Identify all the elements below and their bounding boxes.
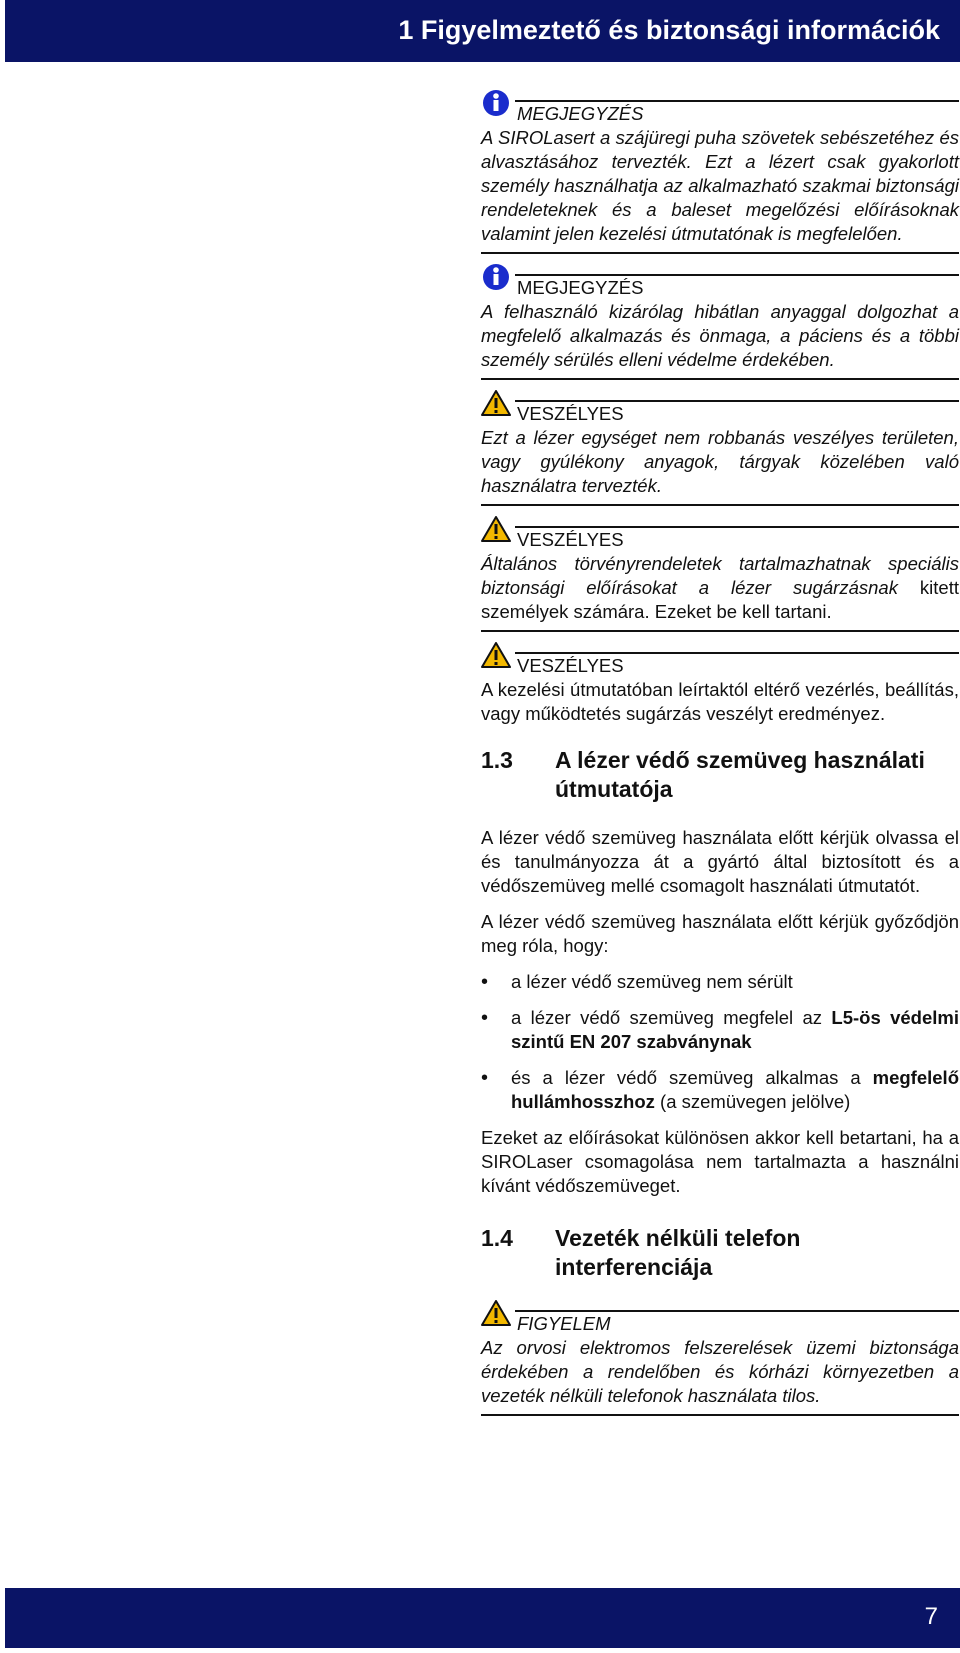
list-item-emphasis: megfelelő hullámhosszhoz — [511, 1067, 959, 1112]
note-heading — [481, 528, 959, 552]
info-icon — [481, 88, 511, 118]
note-bottom-rule — [481, 630, 959, 632]
section-number: 1.4 — [481, 1225, 513, 1251]
note-body-rest: kitett személyek számára. Ezeket be kell tartani. — [481, 577, 959, 622]
note-title: VESZÉLYES — [517, 403, 624, 424]
note-body — [481, 552, 959, 624]
note-body: Az orvosi elektromos felszerelések üzemi biztonsága érdekében a rendelőben és kórházi környezetben a vezeték nélküli telefonok használata tilos. — [481, 1337, 959, 1406]
note-bottom-rule — [481, 378, 959, 380]
paragraph: A lézer védő szemüveg használata előtt kérjük olvassa el és tanulmányozza át a gyártó által biztosított és a védőszemüveg mellé csomagolt használati útmutatót. — [481, 827, 959, 896]
warning-box — [481, 526, 959, 632]
list-item-text: a lézer védő szemüveg nem sérült — [511, 971, 793, 992]
note-box — [481, 100, 959, 254]
page-title: 1 Figyelmeztető és biztonsági információk — [398, 15, 940, 45]
warning-icon — [481, 514, 511, 544]
note-body: A kezelési útmutatóban leírtaktól eltérő vezérlés, beállítás, vagy működtetés sugárzás veszélyt eredményez. — [481, 679, 959, 724]
page-footer — [5, 1588, 960, 1648]
note-heading — [481, 402, 959, 426]
paragraph: A lézer védő szemüveg használata előtt kérjük győződjön meg róla, hogy: — [481, 911, 959, 956]
note-heading — [481, 1312, 959, 1336]
section-number: 1.3 — [481, 747, 513, 773]
page-header — [5, 0, 960, 62]
warning-box — [481, 652, 959, 726]
warning-box — [481, 400, 959, 506]
list-item — [481, 1066, 959, 1114]
page-number: 7 — [924, 1603, 938, 1630]
note-title: MEGJEGYZÉS — [517, 103, 644, 124]
paragraph: Ezeket az előírásokat különösen akkor kell betartani, ha a SIROLaser csomagolása nem tartalmazta a használni kívánt védőszemüveget. — [481, 1127, 959, 1196]
note-bottom-rule — [481, 252, 959, 254]
bullet-list — [481, 970, 959, 1114]
note-title: MEGJEGYZÉS — [517, 277, 644, 298]
caution-box — [481, 1310, 959, 1416]
list-item-text: (a szemüvegen jelölve) — [654, 1091, 851, 1112]
note-bottom-rule — [481, 504, 959, 506]
list-item-text: és a lézer védő szemüveg alkalmas a — [511, 1067, 873, 1088]
section-heading — [481, 1224, 959, 1282]
list-item-emphasis: L5-ös védelmi szintű EN 207 szabványnak — [511, 1007, 959, 1052]
note-body: A felhasználó kizárólag hibátlan anyaggal dolgozhat a megfelelő alkalmazás és önmaga, a páciens és a többi személy sérülés elleni védelme érdekében. — [481, 301, 959, 370]
note-title: VESZÉLYES — [517, 529, 624, 550]
note-heading — [481, 276, 959, 300]
note-title: VESZÉLYES — [517, 655, 624, 676]
warning-icon — [481, 1298, 511, 1328]
list-item-text: a lézer védő szemüveg megfelel az — [511, 1007, 832, 1028]
note-bottom-rule — [481, 1414, 959, 1416]
section-title: Vezeték nélküli telefon interferenciája — [555, 1225, 801, 1280]
info-icon — [481, 262, 511, 292]
main-content — [481, 100, 959, 1436]
note-body: Ezt a lézer egységet nem robbanás veszélyes területen, vagy gyúlékony anyagok, tárgyak közelében való használatra tervezték. — [481, 427, 959, 496]
note-box — [481, 274, 959, 380]
list-item — [481, 1006, 959, 1054]
section-title: A lézer védő szemüveg használati útmutatója — [555, 747, 925, 802]
warning-icon — [481, 640, 511, 670]
list-item — [481, 970, 959, 994]
section-heading — [481, 746, 959, 804]
note-body: A SIROLasert a szájüregi puha szövetek sebészetéhez és alvasztásához tervezték. Ezt a lézert csak gyakorlott személy használhatja az alkalmazható szakmai biztonsági rendeleteknek és a baleset megelőzési előírásoknak valamint jelen kezelési útmutatónak is megfelelően. — [481, 127, 959, 244]
note-body-italic: Általános törvényrendeletek tartalmazhatnak speciális biztonsági előírásokat a lézer sugárzásnak — [481, 553, 959, 598]
note-heading — [481, 102, 959, 126]
warning-icon — [481, 388, 511, 418]
note-heading — [481, 654, 959, 678]
note-title: FIGYELEM — [517, 1313, 611, 1334]
